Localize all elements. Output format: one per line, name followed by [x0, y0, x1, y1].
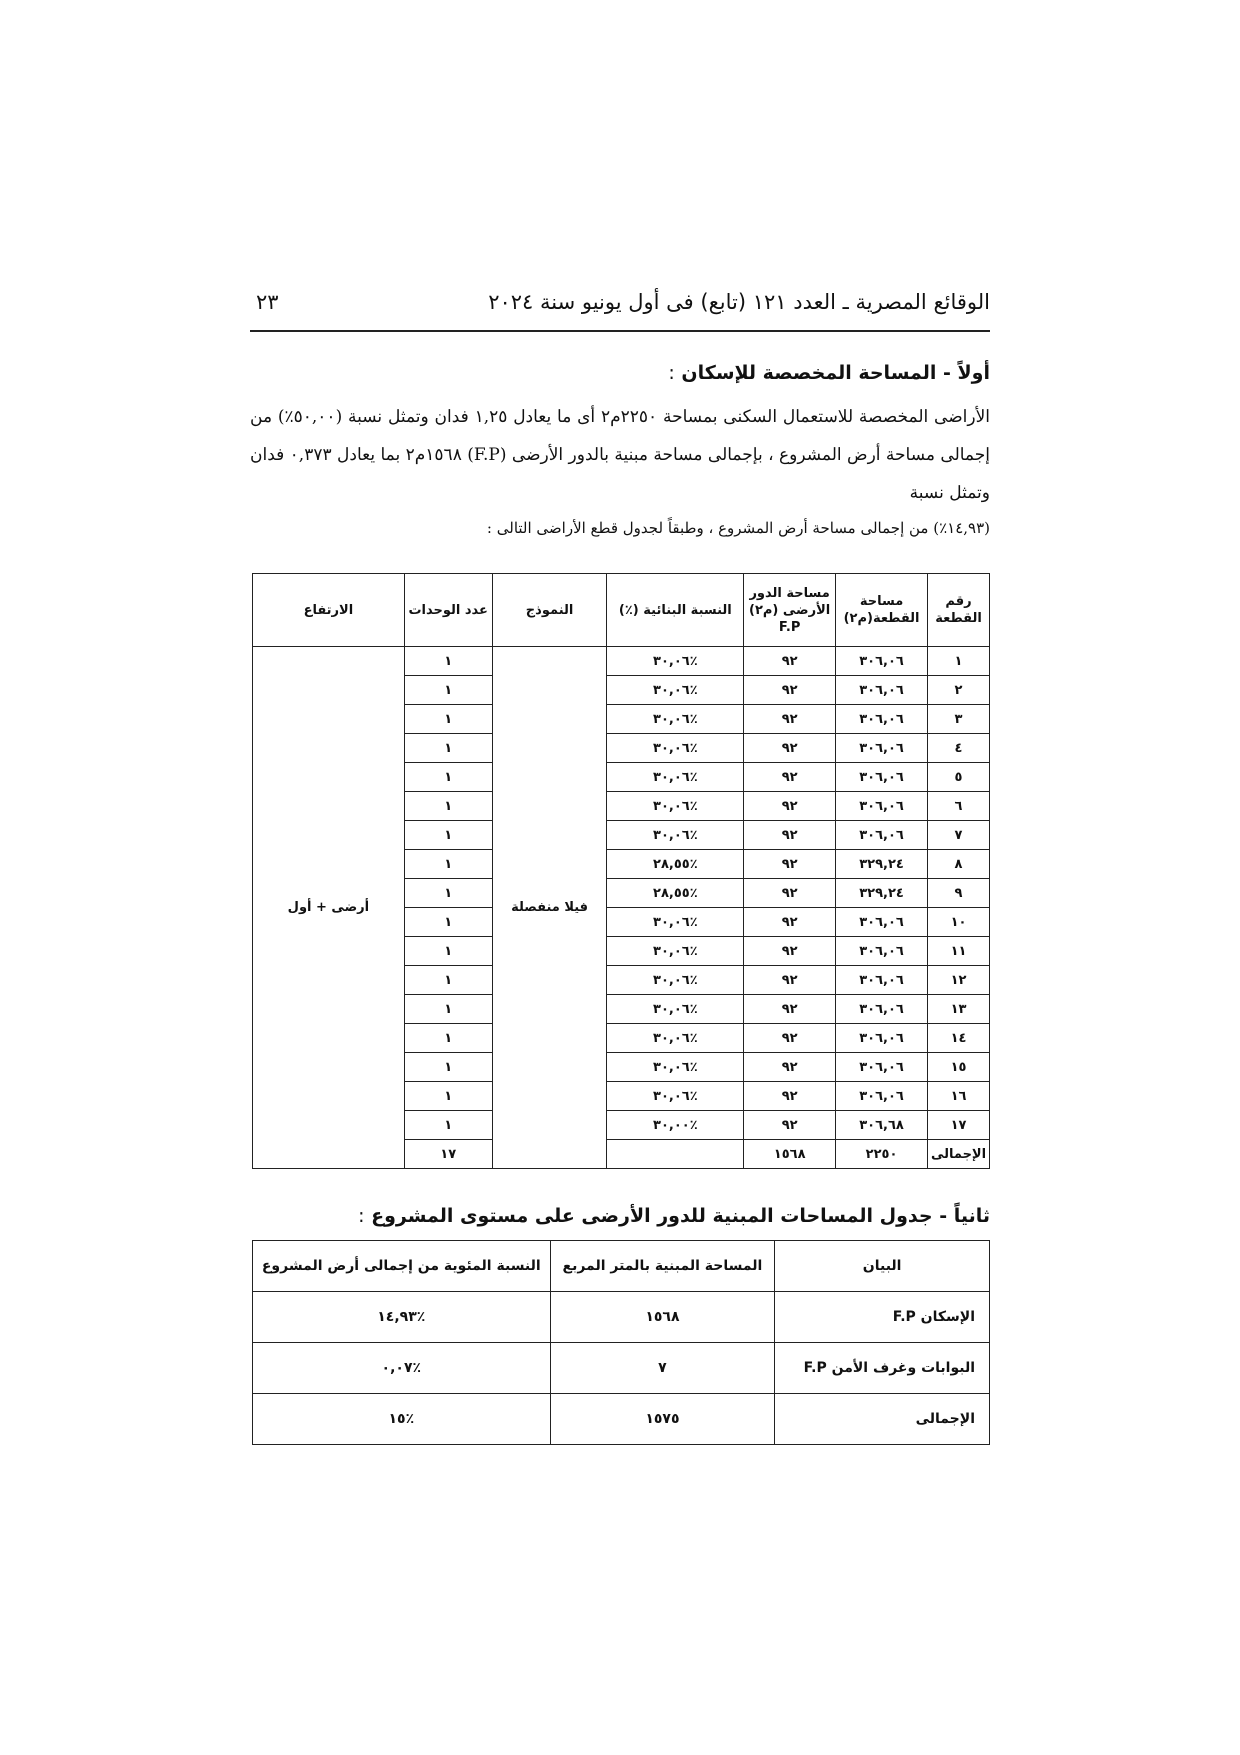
plot-ground-floor-area: ٩٢	[744, 937, 836, 966]
plot-number: ٦	[928, 792, 990, 821]
header-building-ratio: النسبة البنائية (٪)	[607, 574, 744, 647]
section-1-paragraph: الأراضى المخصصة للاستعمال السكنى بمساحة ٢٢٥٠م٢ أى ما يعادل ١,٢٥ فدان وتمثل نسبة (٥٠,٠٠٪) من إجمالى مساحة أرض المشروع ، بإجمالى مساحة مبنية بالدور الأرضى (F.P) ١٥٦٨م٢ بما يعادل ٠,٣٧٣ فدان وتمثل نسبة	[250, 407, 991, 503]
plot-height: أرضى + أول	[253, 647, 405, 1169]
plot-area: ٣٠٦,٠٦	[836, 908, 928, 937]
summary-percent: ٪٠,٠٧	[253, 1343, 551, 1394]
plot-ground-floor-area: ٩٢	[744, 763, 836, 792]
plot-building-ratio: ٪٣٠,٠٦	[607, 908, 744, 937]
plot-building-ratio: ٪٣٠,٠٦	[607, 763, 744, 792]
header-item: البيان	[775, 1241, 990, 1292]
plot-number: ٤	[928, 734, 990, 763]
plot-building-ratio: ٪٣٠,٠٦	[607, 705, 744, 734]
plot-building-ratio: ٪٣٠,٠٦	[607, 821, 744, 850]
section-2-colon: :	[358, 1205, 365, 1227]
plots-table	[252, 573, 990, 1169]
plot-number: ٨	[928, 850, 990, 879]
plot-area: ٣٠٦,٠٦	[836, 763, 928, 792]
plot-number: ١٤	[928, 1024, 990, 1053]
section-1-colon: :	[668, 362, 675, 384]
plot-number: ١٠	[928, 908, 990, 937]
section-1-heading	[250, 362, 990, 384]
plot-number: ١٦	[928, 1082, 990, 1111]
page-number: ٢٣	[256, 290, 279, 314]
plot-ground-floor-area: ٩٢	[744, 705, 836, 734]
total-area: ٢٢٥٠	[836, 1140, 928, 1169]
summary-row	[253, 1343, 990, 1394]
plot-building-ratio: ٪٣٠,٠٦	[607, 676, 744, 705]
summary-row	[253, 1292, 990, 1343]
plot-ground-floor-area: ٩٢	[744, 821, 836, 850]
summary-header-row	[253, 1241, 990, 1292]
summary-built-area: ٧	[550, 1343, 775, 1394]
plot-units: ١	[404, 908, 492, 937]
section-2-heading	[250, 1205, 990, 1227]
plot-number: ١٢	[928, 966, 990, 995]
plots-table-body	[253, 647, 990, 1169]
section-1-paragraph-end: (١٤,٩٣٪) من إجمالى مساحة أرض المشروع ، وطبقاً لجدول قطع الأراضى التالى :	[486, 519, 990, 537]
plot-area: ٣٠٦,٠٦	[836, 966, 928, 995]
plot-number: ١٥	[928, 1053, 990, 1082]
total-building-ratio	[607, 1140, 744, 1169]
summary-built-area: ١٥٧٥	[550, 1394, 775, 1445]
plot-area: ٣٠٦,٠٦	[836, 792, 928, 821]
plot-ground-floor-area: ٩٢	[744, 908, 836, 937]
summary-item: البوابات وغرف الأمن F.P	[775, 1343, 990, 1394]
section-1-body	[250, 398, 990, 544]
plot-area: ٣٢٩,٢٤	[836, 850, 928, 879]
header-plot-area: مساحة القطعة(م٢)	[836, 574, 928, 647]
plot-area: ٣٠٦,٠٦	[836, 1024, 928, 1053]
total-label: الإجمالى	[928, 1140, 990, 1169]
plot-units: ١	[404, 705, 492, 734]
summary-item: الإجمالى	[775, 1394, 990, 1445]
header-model: النموذج	[492, 574, 607, 647]
plot-ground-floor-area: ٩٢	[744, 647, 836, 676]
plot-ground-floor-area: ٩٢	[744, 879, 836, 908]
header-built-area: المساحة المبنية بالمتر المربع	[550, 1241, 775, 1292]
plots-header-row	[253, 574, 990, 647]
plot-ground-floor-area: ٩٢	[744, 1053, 836, 1082]
summary-percent: ٪١٤,٩٣	[253, 1292, 551, 1343]
section-2-title: ثانياً - جدول المساحات المبنية للدور الأرضى على مستوى المشروع	[371, 1205, 990, 1227]
plot-ground-floor-area: ٩٢	[744, 792, 836, 821]
plot-number: ١	[928, 647, 990, 676]
plot-number: ٣	[928, 705, 990, 734]
total-ground-floor-area: ١٥٦٨	[744, 1140, 836, 1169]
plot-units: ١	[404, 763, 492, 792]
plot-units: ١	[404, 1053, 492, 1082]
plot-building-ratio: ٪٣٠,٠٦	[607, 647, 744, 676]
plot-number: ٢	[928, 676, 990, 705]
plot-area: ٣٠٦,٠٦	[836, 937, 928, 966]
plot-area: ٣٠٦,٠٦	[836, 995, 928, 1024]
plot-number: ١٣	[928, 995, 990, 1024]
header-ground-floor-area: مساحة الدور الأرضى (م٢) F.P	[744, 574, 836, 647]
plot-ground-floor-area: ٩٢	[744, 676, 836, 705]
section-1-title: أولاً - المساحة المخصصة للإسكان	[681, 362, 990, 384]
plot-building-ratio: ٪٣٠,٠٦	[607, 734, 744, 763]
plot-ground-floor-area: ٩٢	[744, 1024, 836, 1053]
plot-building-ratio: ٪٢٨,٥٥	[607, 850, 744, 879]
plot-number: ٩	[928, 879, 990, 908]
plot-area: ٣٠٦,٠٦	[836, 705, 928, 734]
plot-units: ١	[404, 792, 492, 821]
plot-area: ٣٠٦,٠٦	[836, 647, 928, 676]
summary-percent: ٪١٥	[253, 1394, 551, 1445]
plot-building-ratio: ٪٣٠,٠٦	[607, 995, 744, 1024]
plot-area: ٣٢٩,٢٤	[836, 879, 928, 908]
plot-building-ratio: ٪٣٠,٠٦	[607, 1082, 744, 1111]
header-plot-no: رقم القطعة	[928, 574, 990, 647]
gazette-title: الوقائع المصرية ـ العدد ١٢١ (تابع) فى أول يونيو سنة ٢٠٢٤	[488, 290, 990, 314]
plot-ground-floor-area: ٩٢	[744, 1111, 836, 1140]
summary-table	[252, 1240, 990, 1445]
plot-number: ٧	[928, 821, 990, 850]
plot-building-ratio: ٪٢٨,٥٥	[607, 879, 744, 908]
plot-model: فيلا منفصلة	[492, 647, 607, 1169]
plot-building-ratio: ٪٣٠,٠٦	[607, 1053, 744, 1082]
summary-item: الإسكان F.P	[775, 1292, 990, 1343]
plot-units: ١	[404, 734, 492, 763]
header-height: الارتفاع	[253, 574, 405, 647]
plot-building-ratio: ٪٣٠,٠٦	[607, 966, 744, 995]
plot-units: ١	[404, 1082, 492, 1111]
plot-area: ٣٠٦,٠٦	[836, 1082, 928, 1111]
plot-units: ١	[404, 647, 492, 676]
plot-area: ٣٠٦,٠٦	[836, 676, 928, 705]
plot-area: ٣٠٦,٦٨	[836, 1111, 928, 1140]
plot-units: ١	[404, 1024, 492, 1053]
plot-number: ٥	[928, 763, 990, 792]
plot-number: ١٧	[928, 1111, 990, 1140]
plot-building-ratio: ٪٣٠,٠٦	[607, 1024, 744, 1053]
plot-units: ١	[404, 850, 492, 879]
plot-units: ١	[404, 1111, 492, 1140]
plot-units: ١	[404, 821, 492, 850]
summary-row	[253, 1394, 990, 1445]
plot-ground-floor-area: ٩٢	[744, 1082, 836, 1111]
plot-units: ١	[404, 937, 492, 966]
header-units: عدد الوحدات	[404, 574, 492, 647]
plot-ground-floor-area: ٩٢	[744, 995, 836, 1024]
plot-ground-floor-area: ٩٢	[744, 966, 836, 995]
plot-units: ١	[404, 966, 492, 995]
header-percent: النسبة المئوية من إجمالى أرض المشروع	[253, 1241, 551, 1292]
plot-area: ٣٠٦,٠٦	[836, 734, 928, 763]
summary-built-area: ١٥٦٨	[550, 1292, 775, 1343]
plot-building-ratio: ٪٣٠,٠٠	[607, 1111, 744, 1140]
plot-ground-floor-area: ٩٢	[744, 850, 836, 879]
plot-area: ٣٠٦,٠٦	[836, 821, 928, 850]
plot-number: ١١	[928, 937, 990, 966]
plot-building-ratio: ٪٣٠,٠٦	[607, 792, 744, 821]
page-header	[250, 290, 990, 332]
plot-row	[253, 647, 990, 676]
plot-units: ١	[404, 879, 492, 908]
plot-units: ١	[404, 995, 492, 1024]
plot-area: ٣٠٦,٠٦	[836, 1053, 928, 1082]
total-units: ١٧	[404, 1140, 492, 1169]
plot-building-ratio: ٪٣٠,٠٦	[607, 937, 744, 966]
plot-ground-floor-area: ٩٢	[744, 734, 836, 763]
plot-units: ١	[404, 676, 492, 705]
